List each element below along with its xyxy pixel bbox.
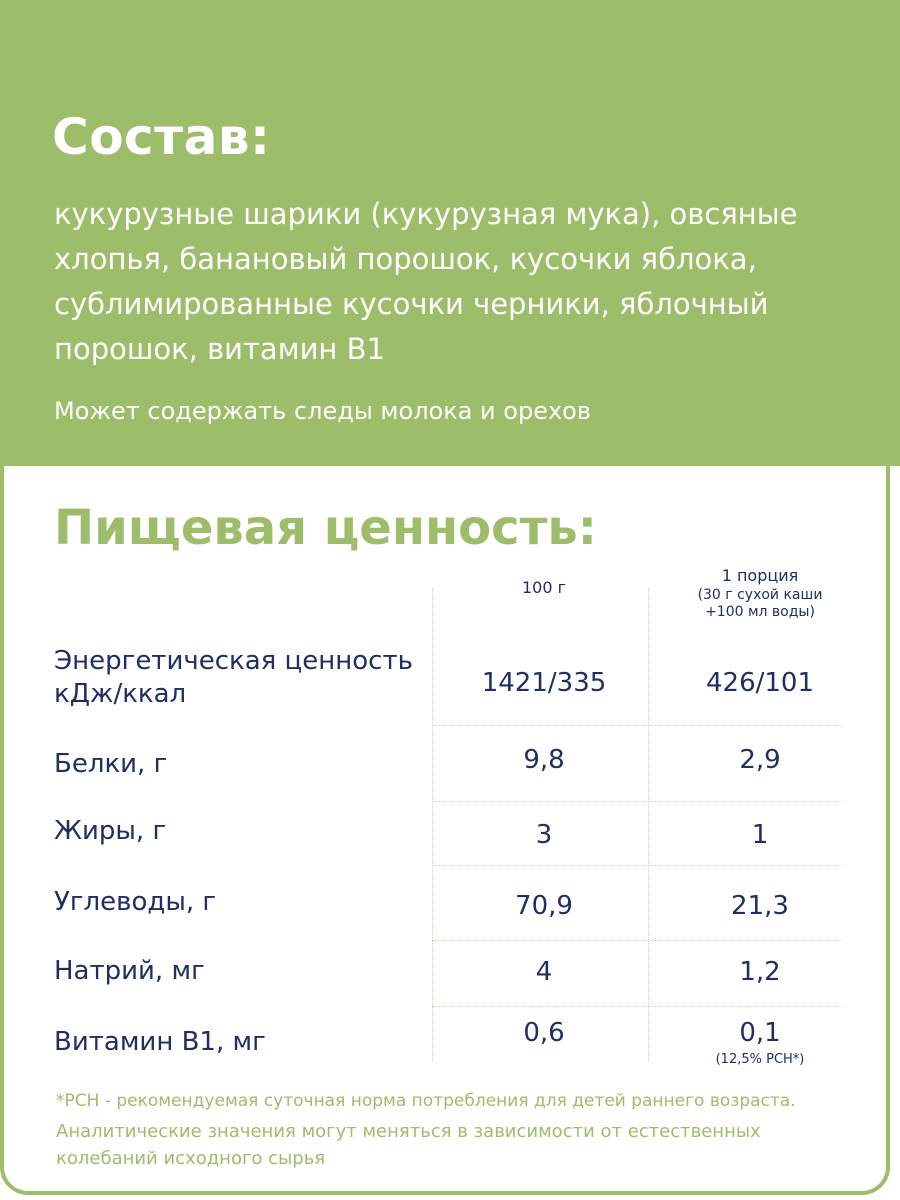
cell-per100: 3 xyxy=(535,820,553,850)
cell-per100: 0,6 xyxy=(523,1018,565,1048)
nutrition-title: Пищевая ценность: xyxy=(54,500,597,556)
row-divider xyxy=(432,1006,842,1007)
row-divider xyxy=(432,865,842,866)
row-label: Белки, г xyxy=(54,749,168,779)
col-subheader-line2: +100 мл воды) xyxy=(705,604,815,620)
column-divider xyxy=(432,588,433,1062)
composition-title: Состав: xyxy=(52,108,271,166)
row-label: Витамин B1, мг xyxy=(54,1027,266,1057)
cell-portion: 1,2 xyxy=(739,957,781,987)
row-divider xyxy=(432,801,842,802)
cell-portion: 1 xyxy=(751,820,769,850)
row-label: Углеводы, г xyxy=(54,887,217,917)
row-label: Жиры, г xyxy=(54,816,167,846)
cell-portion: 2,9 xyxy=(739,745,781,775)
cell-per100: 70,9 xyxy=(515,891,573,921)
ingredients-text: кукурузные шарики (кукурузная мука), овсяные хлопья, банановый порошок, кусочки яблока, сублимированные кусочки черники, яблочный порошок, витамин B1 xyxy=(54,197,798,366)
footnote-rsn: *РСН - рекомендуемая суточная норма потребления для детей раннего возраста. xyxy=(56,1091,796,1111)
cell-portion: 0,1 xyxy=(739,1018,781,1048)
cell-portion: 21,3 xyxy=(731,891,789,921)
col-subheader-line1: (30 г сухой каши xyxy=(697,587,823,603)
col-header-portion: 1 порция xyxy=(721,566,799,585)
cell-per100: 1421/335 xyxy=(481,668,607,698)
footnote-analytic: Аналитические значения могут меняться в зависимости от естественных колебаний исходного сырья xyxy=(56,1121,761,1169)
row-label: Натрий, мг xyxy=(54,956,205,986)
cell-per100: 4 xyxy=(535,957,553,987)
row-label: кДж/ккал xyxy=(54,679,187,709)
cell-per100: 9,8 xyxy=(523,745,565,775)
allergens-note: Может содержать следы молока и орехов xyxy=(54,397,591,425)
row-label: Энергетическая ценность xyxy=(54,646,413,676)
row-divider xyxy=(432,725,842,726)
cell-portion-note: (12,5% РСН*) xyxy=(715,1052,805,1067)
row-divider xyxy=(432,940,842,941)
col-header-100g: 100 г xyxy=(521,578,567,597)
cell-portion: 426/101 xyxy=(705,668,814,698)
